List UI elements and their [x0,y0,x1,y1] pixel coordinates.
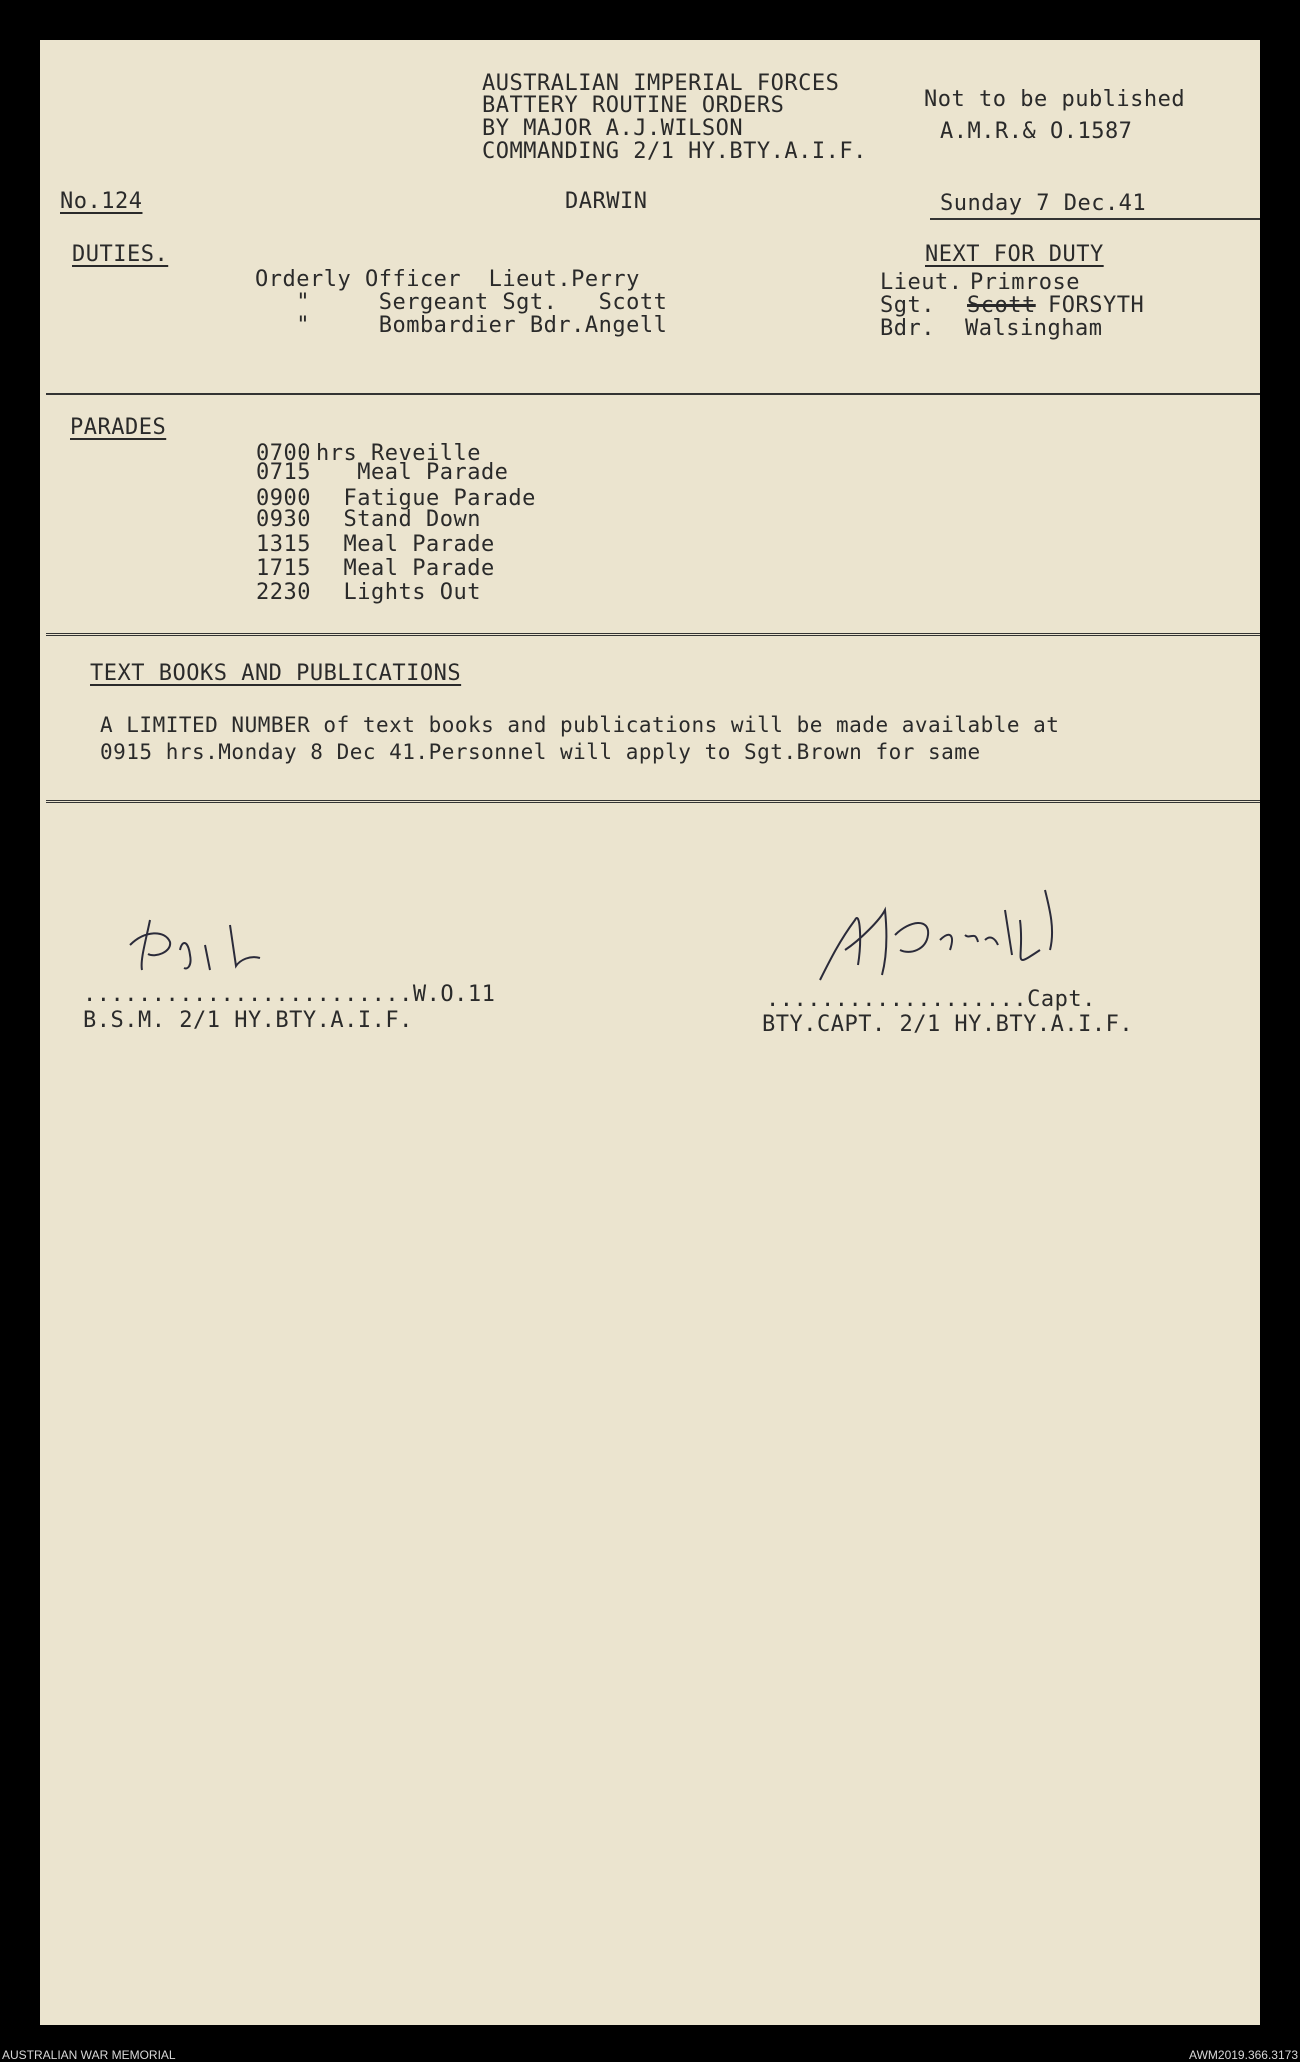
footer-left: AUSTRALIAN WAR MEMORIAL [2,2048,176,2062]
parade-time: 0930 [256,507,311,532]
section-divider [46,800,1260,803]
publications-text: A LIMITED NUMBER of text books and publications will be made available at [100,713,1060,737]
next-rank: Sgt. [880,293,935,318]
parade-event: Lights Out [316,580,481,605]
parade-time: 0700 [256,441,311,466]
order-number: No.124 [60,189,143,214]
bsm-title: B.S.M. 2/1 HY.BTY.A.I.F. [83,1008,413,1033]
parade-time: 0715 [256,460,311,485]
place: DARWIN [565,189,648,214]
parade-event: hrs Reveille [316,441,481,466]
parade-event: Fatigue Parade [316,486,536,511]
bsm-signature [110,900,330,980]
bsm-signature-line: ........................W.O.11 [83,982,496,1007]
parade-event: Meal Parade [316,460,509,485]
parade-event: Stand Down [316,507,481,532]
reference-number: A.M.R.& O.1587 [940,119,1133,144]
captain-title: BTY.CAPT. 2/1 HY.BTY.A.I.F. [762,1012,1134,1037]
duty-row: Orderly Officer Lieut.Perry [255,267,640,292]
parade-time: 1715 [256,556,311,581]
parade-time: 2230 [256,580,311,605]
footer-right: AWM2019.366.3173 [1189,2048,1298,2062]
parade-event: Meal Parade [316,532,495,557]
captain-signature [800,880,1100,990]
header-line: BY MAJOR A.J.WILSON [482,116,744,141]
duties-heading: DUTIES. [72,242,169,267]
date: Sunday 7 Dec.41 [940,191,1147,216]
next-rank: Bdr. [880,316,935,341]
parade-event: Meal Parade [316,556,495,581]
restriction-note: Not to be published [924,87,1186,112]
duty-row: " Bombardier Bdr.Angell [255,313,668,338]
publications-heading: TEXT BOOKS AND PUBLICATIONS [90,661,462,686]
struck-name: Scott [967,293,1036,318]
section-divider [46,633,1260,636]
header-line: AUSTRALIAN IMPERIAL FORCES [482,71,840,96]
next-rank: Lieut. [880,270,963,295]
document-page [40,40,1260,2025]
header-line: BATTERY ROUTINE ORDERS [482,93,785,118]
next-for-duty-heading: NEXT FOR DUTY [925,242,1104,267]
publications-text: 0915 hrs.Monday 8 Dec 41.Personnel will apply to Sgt.Brown for same [100,740,981,764]
next-name: Primrose [970,270,1080,295]
next-name: Walsingham [965,316,1103,341]
header-line: COMMANDING 2/1 HY.BTY.A.I.F. [482,139,867,164]
parade-time: 1315 [256,532,311,557]
parades-heading: PARADES [70,415,167,440]
captain-signature-line: ...................Capt. [766,987,1096,1012]
parade-time: 0900 [256,486,311,511]
section-divider [46,393,1260,395]
duty-row: " Sergeant Sgt. Scott [255,290,668,315]
next-name: FORSYTH [1048,293,1145,318]
date-underline [930,218,1260,220]
